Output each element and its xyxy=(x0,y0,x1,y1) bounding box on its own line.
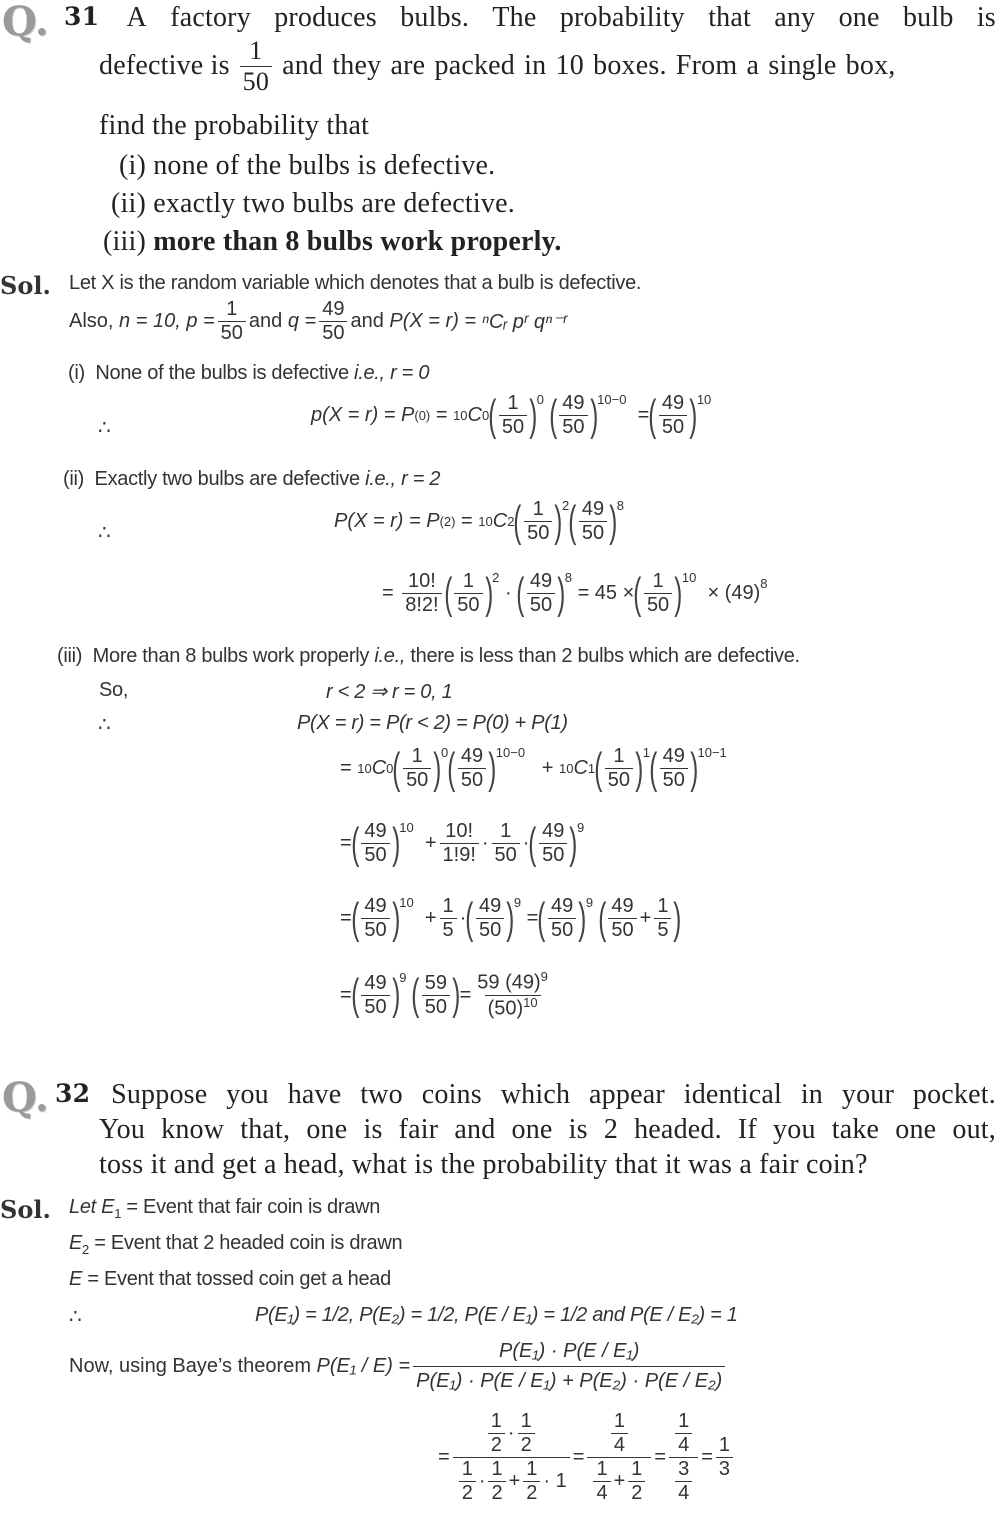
question-31-line-1: 31 A factory produces bulbs. The probability that any one bulb is xyxy=(64,2,996,33)
solution-31-part-iii: (iii) More than 8 bulbs work properly i.e., there is less than 2 bulbs which are defective. xyxy=(57,645,800,667)
therefore-symbol: ∴ xyxy=(98,714,111,736)
bayes-theorem-formula: Now, using Baye’s theorem P(E₁ / E) = $\frac{\text{P(E₁) · P(E / E₁)}}{\text{P(E₁) · P(E / E₁) + P(E₂) · P(E / E₂)}}$ xyxy=(69,1340,728,1393)
question-31-part-i: (i) none of the bulbs is defective. xyxy=(119,150,496,181)
question-31-part-iii: (iii) more than 8 bulbs work properly. xyxy=(103,226,562,257)
event-e-definition: E = Event that tossed coin get a head xyxy=(69,1268,391,1290)
question-32-line-3: toss it and get a head, what is the probability that it was a fair coin? xyxy=(99,1149,868,1180)
question-31-part-ii: (ii) exactly two bulbs are defective. xyxy=(111,188,515,219)
solution-31-given: Also, n = 10, p = $\frac{1}{50}$ and q = $\frac{49}{50}$ and P(X = r) = ⁿCᵣ pʳ qⁿ⁻ʳ xyxy=(69,298,568,344)
event-e2-definition: $E_2$ = Event that 2 headed coin is drawn xyxy=(69,1232,403,1257)
question-number: 31 xyxy=(64,2,100,31)
question-number: 32 xyxy=(55,1079,91,1108)
solution-31-part-ii-equation: P(X = r) = P (2) = 10 C 2 ( $\frac{1}{50}$ ) $^2$ ( $\frac{49}{50}$ ) $^8$ xyxy=(334,496,625,546)
solution-31-part-ii: (ii) Exactly two bulbs are defective i.e., r = 2 xyxy=(63,468,441,490)
condition-expression: r < 2 ⇒ r = 0, 1 xyxy=(326,681,453,703)
question-32-line-2: You know that, one is fair and one is 2 headed. If you take one out, xyxy=(99,1114,996,1145)
therefore-symbol: ∴ xyxy=(98,417,111,439)
question-32-line-1: 32 Suppose you have two coins which appear identical in your pocket. xyxy=(55,1079,996,1110)
question-marker: Q. xyxy=(2,0,49,45)
solution-marker: Sol. xyxy=(0,1195,51,1224)
event-e1-definition: Let $E_1$ = Event that fair coin is drawn xyxy=(69,1196,381,1221)
so-label: So, xyxy=(99,679,129,701)
therefore-symbol: ∴ xyxy=(69,1306,82,1328)
solution-31-part-iii-step-3: = ( $\frac{49}{50}$ ) $^{10}$ + $\frac{1}{5}$ · ( $\frac{49}{50}$ ) $^9$ = ( $\frac{49}{50}$ ) $^9$ ( $\frac{49}{50}$ + $\frac{1}{5}$ ) xyxy=(340,893,682,943)
final-answer: $\frac{1}{3}$ xyxy=(716,1434,733,1481)
solution-31-part-iii-result: = ( $\frac{49}{50}$ ) $^9$ ( $\frac{59}{50}$ ) = $\frac{59 (49)^9}{(50)^{10}}$ xyxy=(340,970,554,1020)
question-31-line-3: find the probability that xyxy=(99,110,370,141)
solution-31-part-iii-step-2: = ( $\frac{49}{50}$ ) $^{10}$ + $\frac{10!}{1!9!}$ · $\frac{1}{50}$ · ( $\frac{49}{50}$ ) $^9$ xyxy=(340,818,585,868)
probability-sum-expression: P(X = r) = P(r < 2) = P(0) + P(1) xyxy=(297,712,568,734)
therefore-symbol: ∴ xyxy=(98,522,111,544)
bayes-calculation: = $\frac{1}{2}$ · $\frac{1}{2}$ $\frac{1}{2}$ · $\frac{1}{2}$ + $\frac{1}{2}$ · 1 = $\frac{1}{4}$ $\frac{1}{4}$ + $\frac{1}{2}$ = $\frac{\frac{1}{4}}{\frac{3}{4}}$ = $\frac{1}{3}$ xyxy=(438,1410,736,1505)
final-answer: $\frac{59 (49)^9}{(50)^{10}}$ xyxy=(477,969,548,1020)
solution-31-part-i: (i) None of the bulbs is defective i.e., r = 0 xyxy=(68,362,430,384)
given-probabilities: P(E₁) = 1/2, P(E₂) = 1/2, P(E / E₁) = 1/2 and P(E / E₂) = 1 xyxy=(255,1304,738,1326)
solution-31-part-ii-step: = $\frac{10!}{8!2!}$ ( $\frac{1}{50}$ ) $^2$ · ( $\frac{49}{50}$ ) $^8$ = 45 × ( $\frac{1}{50}$ ) $^{10}$ × (49) $^8$ xyxy=(382,568,768,618)
solution-31-part-iii-step-1: = 10 C 0 ( $\frac{1}{50}$ ) $^0$ ( $\frac{49}{50}$ ) $^{10-0}$ + 10 C 1 ( $\frac{1}{50}$ ) $^1$ ( $\frac{49}{50}$ ) $^{10-1}$ xyxy=(340,743,727,793)
solution-marker: Sol. xyxy=(0,271,51,300)
solution-31-part-i-equation: p(X = r) = P (0) = 10 C 0 ( $\frac{1}{50}$ ) $^0$ ( $\frac{49}{50}$ ) $^{10-0}$ = ( $\frac{49}{50}$ ) $^{10}$ xyxy=(311,390,712,440)
fraction: $\frac{1}{50}$ xyxy=(240,36,272,97)
question-marker: Q. xyxy=(2,1074,49,1121)
question-31-line-2: defective is $\frac{1}{50}$ and they are packed in 10 boxes. From a single box, xyxy=(99,36,896,96)
solution-31-intro: Let X is the random variable which denotes that a bulb is defective. xyxy=(69,272,642,294)
